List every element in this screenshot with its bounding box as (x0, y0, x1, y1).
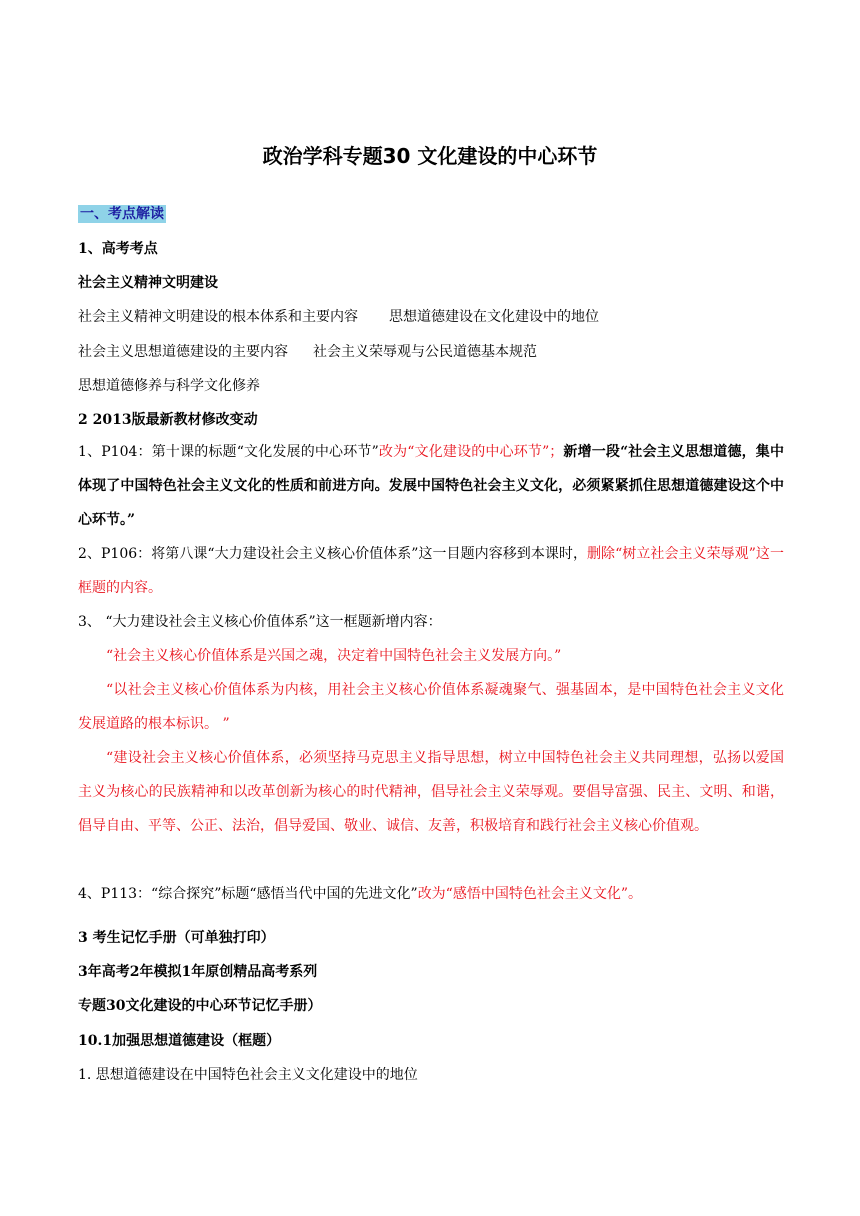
kaodian-item: 思想道德建设在文化建设中的地位 (389, 309, 599, 325)
change-item-2-red: 删除“树立社会主义荣辱观”这一框题的内容。 (78, 546, 784, 596)
heading-handbook: 3 考生记忆手册（可单独打印） (78, 930, 275, 946)
change-item-1-bold: 新增一段“社会主义思想道德，集中体现了中国特色社会主义文化的性质和前进方向。发展中国特色社会主义文化，必须紧紧抓住思想道德建设这个中心环节。” (78, 444, 784, 528)
kaodian-item: 社会主义思想道德建设的主要内容 (78, 344, 288, 360)
heading-2013: 2 2013版最新教材修改变动 (78, 412, 258, 428)
kaodian-item: 社会主义精神文明建设的根本体系和主要内容 (78, 309, 358, 325)
change-item-4 (78, 877, 784, 911)
change-item-1-text: 1、P104：第十课的标题“文化发展的中心环节” (78, 444, 379, 460)
heading-jingshen: 社会主义精神文明建设 (78, 275, 218, 291)
quote-2: “以社会主义核心价值体系为内核，用社会主义核心价值体系凝魂聚气、强基固本，是中国特色社会主义文化发展道路的根本标识。 ” (78, 682, 784, 732)
change-item-2 (78, 537, 784, 605)
kaodian-line-1 (78, 306, 599, 326)
quote-3: “建设社会主义核心价值体系，必须坚持马克思主义指导思想，树立中国特色社会主义共同理想，弘扬以爱国主义为核心的民族精神和以改革创新为核心的时代精神，倡导社会主义荣辱观。要倡导富强、民主、文明、和谐，倡导自由、平等、公正、法治，倡导爱国、敬业、诚信、友善，积极培育和践行社会主义核心价值观。 (78, 750, 784, 834)
change-item-1 (78, 435, 784, 537)
heading-series: 3年高考2年模拟1年原创精品高考系列 (78, 964, 318, 980)
section-heading: 一、考点解读 (80, 206, 164, 222)
heading-gaokao: 1、高考考点 (78, 241, 158, 257)
page-title: 政治学科专题30 文化建设的中心环节 (262, 144, 598, 168)
heading-10-1: 10.1加强思想道德建设（框题） (78, 1033, 281, 1049)
kaodian-line-2 (78, 341, 537, 361)
change-item-4-text: 4、P113：“综合探究”标题“感悟当代中国的先进文化” (78, 886, 418, 902)
last-line: 1. 思想道德建设在中国特色社会主义文化建设中的地位 (78, 1067, 418, 1083)
change-item-3-intro: 3、 “大力建设社会主义核心价值体系”这一框题新增内容： (78, 614, 442, 630)
change-item-4-red: 改为“感悟中国特色社会主义文化”。 (417, 886, 643, 902)
change-item-2-text: 2、P106：将第八课“大力建设社会主义核心价值体系”这一目题内容移到本课时， (78, 546, 588, 562)
kaodian-line-3: 思想道德修养与科学文化修养 (78, 378, 260, 394)
section-heading-line (78, 203, 166, 223)
heading-topic: 专题30文化建设的中心环节记忆手册） (78, 998, 322, 1014)
quote-1: “社会主义核心价值体系是兴国之魂，决定着中国特色社会主义发展方向。” (106, 648, 562, 664)
change-item-1-red: 改为“文化建设的中心环节”； (378, 444, 564, 460)
kaodian-item: 社会主义荣辱观与公民道德基本规范 (313, 344, 537, 360)
